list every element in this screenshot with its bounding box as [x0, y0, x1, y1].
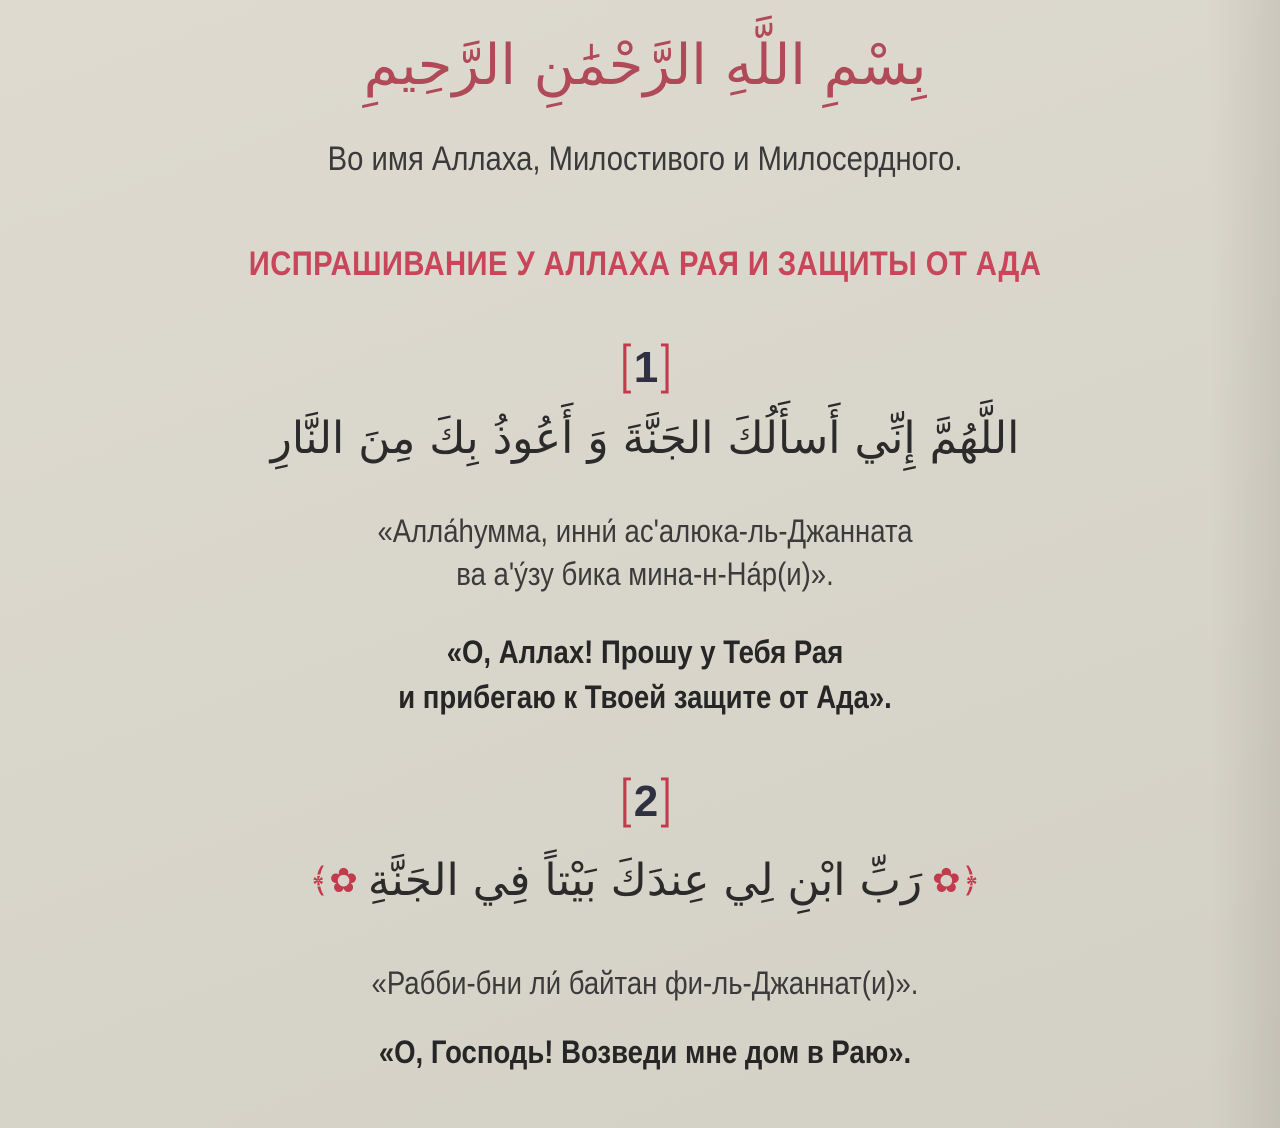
- basmala-arabic: بِسْمِ اللَّهِ الرَّحْمَٰنِ الرَّحِيمِ: [363, 33, 927, 98]
- transliteration-line: «Алла́hумма, инни́ ас'алюка-ль-Джанната: [377, 513, 913, 549]
- section-title: ИСПРАШИВАНИЕ У АЛЛАХА РАЯ И ЗАЩИТЫ ОТ АДА: [248, 245, 1042, 283]
- dua-transliteration: [90, 510, 1199, 596]
- dua-number: 1: [633, 343, 659, 392]
- dua-transliteration: [90, 962, 1199, 1005]
- dua-translation: [90, 630, 1199, 720]
- dua-arabic: اللَّهُمَّ إِنِّي أَسأَلُكَ الجَنَّةَ وَ أَعُوذُ بِكَ مِنَ النَّارِ: [270, 413, 1020, 464]
- dua-arabic: رَبِّ ابْنِ لِي عِندَكَ بَيْتاً فِي الجَنَّةِ: [367, 855, 923, 906]
- ornamental-bracket-icon: [: [620, 769, 634, 834]
- dua-arabic-row: [0, 852, 1280, 909]
- translation-line: «О, Аллах! Прошу у Тебя Рая: [446, 634, 844, 670]
- translation-line: «О, Господь! Возведи мне дом в Раю».: [378, 1034, 912, 1070]
- dua-translation: [90, 1030, 1199, 1075]
- dua-number-badge: [608, 770, 684, 834]
- dua-number-badge: [608, 336, 684, 400]
- rosette-icon: ✿﴿: [932, 861, 981, 902]
- dua-number: 2: [633, 777, 659, 826]
- ornamental-bracket-icon: ]: [658, 335, 672, 400]
- ornamental-bracket-icon: [: [620, 335, 634, 400]
- ornamental-bracket-icon: ]: [658, 769, 672, 834]
- rosette-icon: ﴾✿: [309, 861, 358, 902]
- transliteration-line: «Рабби-бни ли́ байтан фи-ль-Джаннат(и)».: [371, 965, 919, 1001]
- page-edge-shadow: [1210, 0, 1280, 1128]
- transliteration-line: ва а'у́зу бика мина-н-На́р(и)».: [456, 556, 834, 593]
- translation-line: и прибегаю к Твоей защите от Ада».: [398, 678, 892, 715]
- basmala-translation: Во имя Аллаха, Милостивого и Милосердного.: [327, 140, 963, 178]
